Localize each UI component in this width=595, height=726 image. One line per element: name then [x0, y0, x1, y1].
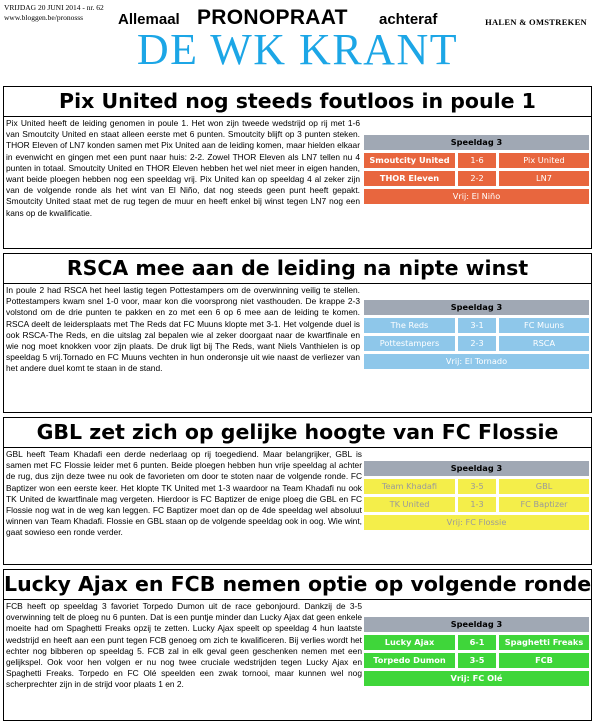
scoreboard-title: Speeldag 3: [364, 300, 589, 315]
article-poule-1: [3, 86, 592, 249]
scoreboard-title: Speeldag 3: [364, 461, 589, 476]
match-score: 2-2: [458, 171, 496, 186]
scoreboard: [364, 135, 589, 204]
away-team: Pix United: [499, 153, 589, 168]
masthead-pre-title: PRONOPRAAT: [197, 6, 348, 29]
article-headline: Lucky Ajax en FCB nemen optie op volgende ronde: [4, 570, 591, 600]
masthead: [0, 0, 595, 78]
masthead-left-word: Allemaal: [118, 11, 180, 28]
away-team: GBL: [499, 479, 589, 494]
home-team: TK United: [364, 497, 455, 512]
scoreboard: [364, 461, 589, 530]
article-body: FCB heeft op speeldag 3 favoriet Torpedo Dumon uit de race gebonjourd. Dankzij de 3-5 overwinning telt de ploeg nu 6 punten. Dat is een puntje minder dan Lucky Ajax dat geen enkele moeite had om Spaghetti Freaks opzij te zetten. Lucky Ajax speelt op speeldag 4 hun laatste wedstrijd en heeft aan een punt tegen FCB genoeg om zich te kwalificeren. Bij verlies wordt het echter nog bibberen op speeldag 5. FCB zal in elk geval geen geschenken nemen met een gelijkspel. Ook voor hen volgen er nu nog twee cruciale wedstrijden tegen Lucky Ajax en Spaghetti Freaks. Torpedo en FC Olé speelden een zwak tornooi, maar kunnen wel nog scherprechter zijn in de strijd voor plaats 1 en 2.: [6, 601, 362, 690]
match-row: [364, 635, 589, 650]
away-team: RSCA: [499, 336, 589, 351]
article-headline: GBL zet zich op gelijke hoogte van FC Flossie: [4, 418, 591, 448]
match-score: 3-5: [458, 479, 496, 494]
region-label: HALEN & OMSTREKEN: [485, 17, 587, 27]
match-score: 3-1: [458, 318, 496, 333]
scoreboard-title: Speeldag 3: [364, 617, 589, 632]
home-team: Pottestampers: [364, 336, 455, 351]
away-team: FCB: [499, 653, 589, 668]
match-row: [364, 318, 589, 333]
article-body: In poule 2 had RSCA het heel lastig tegen Pottestampers om de overwinning veilig te stellen. Pottestampers kwam snel 1-0 voor, maar kon die voorsprong niet vasthouden. De krappe 2-3 volstond om de drie punten te pakken en zo met een 6 op 6 mee aan de leiding te komen. RSCA deelt de leidersplaats met The Reds dat FC Muuns klopte met 3-1. Het volgende duel is ook RSCA-The Reds, en die uitslag zal bepalen wie al zeker doorgaat naar de kwartfinale en wie nog moet knokken voor zijn plaats. De druk ligt bij The Reds, want Niels Vanthielen is op speeldag 5 vrij.Tornado en FC Muuns vechten in hun onderonsje uit wie naast de verliezer van het andere duel komt te staan in de stand.: [6, 285, 360, 374]
away-team: FC Baptizer: [499, 497, 589, 512]
newspaper-title: DE WK KRANT: [136, 25, 459, 74]
blog-url[interactable]: www.bloggen.be/pronosss: [4, 13, 84, 22]
home-team: Torpedo Dumon: [364, 653, 455, 668]
match-row: [364, 497, 589, 512]
match-row: [364, 171, 589, 186]
bye-team: Vrij: FC Flossie: [364, 515, 589, 530]
home-team: Lucky Ajax: [364, 635, 455, 650]
article-body: GBL heeft Team Khadafi een derde nederlaag op rij toegediend. Maar belangrijker, GBL is samen met FC Flossie leider met 6 punten. Beide ploegen hebben hun vrije speeldag al achter de rug, dus zijn deze twee nu ook de favorieten om door te stoten naar de volgende ronde. FC Baptizer won een eerste keer. Het klopte TK United met 1-3 waardoor na Team Khadafi nu ook TK United de kwartfinale mag vergeten. Hierdoor is FC Baptizer de enige ploeg die GBL en FC Flossie nog wat in de weg kan leggen. FC Baptizer moet dan op de 4de speeldag wel absoluut winnen van Team Khadafi. Flossie en GBL staan op de volgende speeldag ook in oog. Wie wint, gaat sowieso een ronde verder.: [6, 449, 362, 538]
match-row: [364, 336, 589, 351]
match-score: 1-3: [458, 497, 496, 512]
home-team: The Reds: [364, 318, 455, 333]
match-row: [364, 653, 589, 668]
masthead-right-word: achteraf: [379, 11, 438, 28]
away-team: LN7: [499, 171, 589, 186]
article-poule-3: [3, 417, 592, 565]
match-score: 3-5: [458, 653, 496, 668]
home-team: Team Khadafi: [364, 479, 455, 494]
match-row: [364, 153, 589, 168]
edition-line: VRIJDAG 20 JUNI 2014 - nr. 62: [4, 3, 104, 12]
match-row: [364, 479, 589, 494]
scoreboard: [364, 300, 589, 369]
match-score: 6-1: [458, 635, 496, 650]
bye-team: Vrij: El Niño: [364, 189, 589, 204]
bye-team: Vrij: FC Olé: [364, 671, 589, 686]
home-team: Smoutcity United: [364, 153, 455, 168]
away-team: FC Muuns: [499, 318, 589, 333]
match-score: 2-3: [458, 336, 496, 351]
article-poule-2: [3, 253, 592, 413]
bye-team: Vrij: El Tornado: [364, 354, 589, 369]
article-body: Pix United heeft de leiding genomen in poule 1. Het won zijn tweede wedstrijd op rij met 1-6 van Smoutcity United en staat alleen eerste met 6 punten. Smoutcity blijft op 3 punten steken. THOR Eleven of LN7 konden samen met Pix United aan de leiding komen, maar hielden elkaar in evenwicht en gingen met een punt naar huis: 2-2. Zowel THOR Eleven als LN7 tellen nu 4 punten in totaal. Smoutcity United en THOR Eleven hebben het wel niet meer in eigen handen, want beide ploegen hebben nog een speeldag vrij. Pix United kan op speeldag 4 al zeker zijn van de volgende ronde als het wint van El Niño, dat nog steeds geen punt heeft gepakt. Smoutcity United staat met de rug tegen de muur en heeft enkel bij winst tegen LN7 nog een kans op de kwalificatie.: [6, 118, 360, 218]
scoreboard-title: Speeldag 3: [364, 135, 589, 150]
scoreboard: [364, 617, 589, 686]
home-team: THOR Eleven: [364, 171, 455, 186]
match-score: 1-6: [458, 153, 496, 168]
away-team: Spaghetti Freaks: [499, 635, 589, 650]
article-headline: RSCA mee aan de leiding na nipte winst: [4, 254, 591, 284]
article-poule-4: [3, 569, 592, 721]
article-headline: Pix United nog steeds foutloos in poule 1: [4, 87, 591, 117]
